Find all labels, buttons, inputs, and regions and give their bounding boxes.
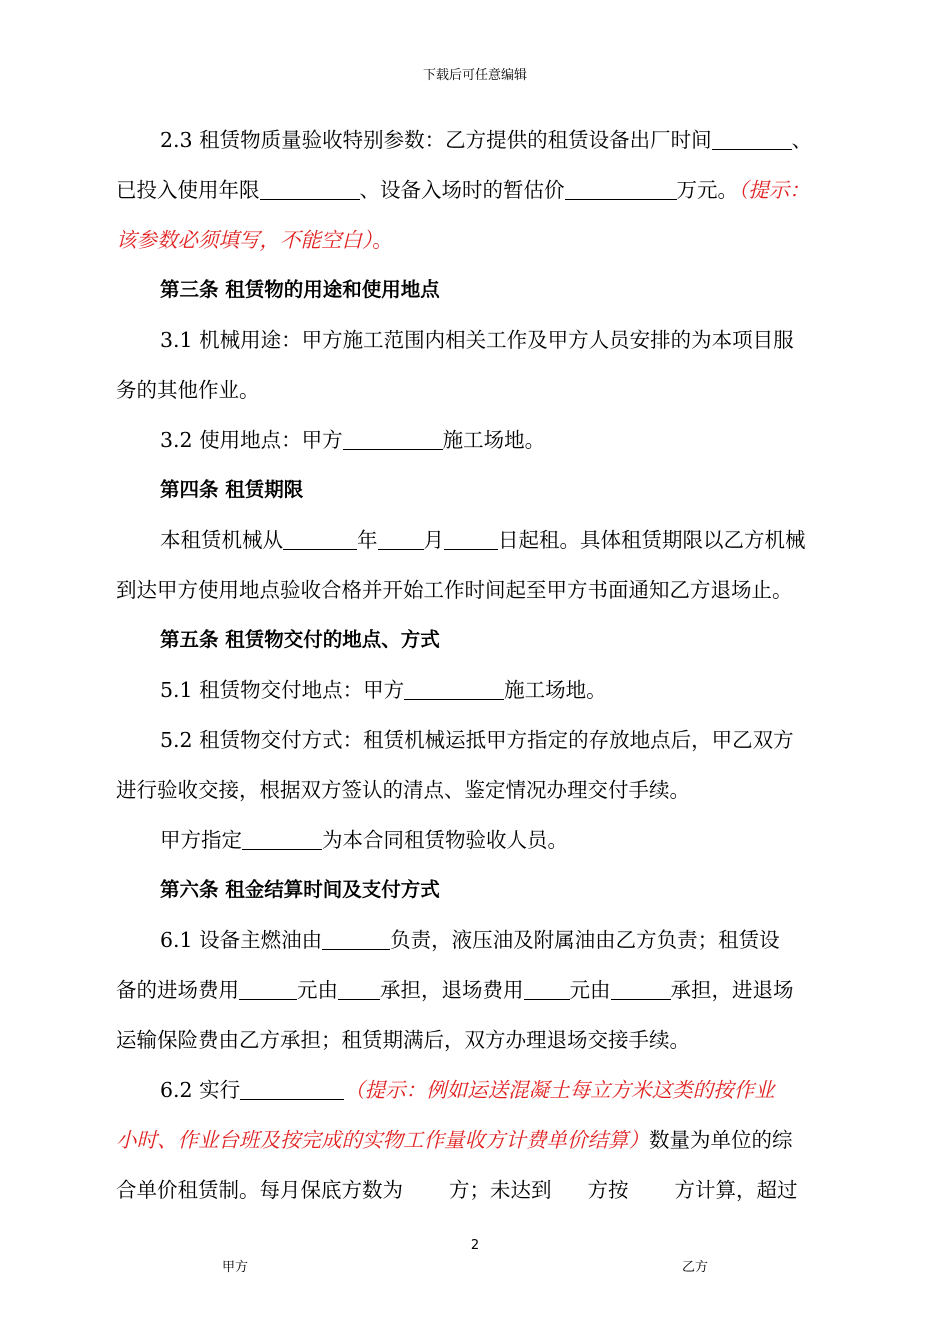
blank-field[interactable] [404, 679, 504, 700]
blank-field[interactable] [283, 529, 357, 550]
clause-5-1: 5.1 租赁物交付地点：甲方 施工场地。 [160, 678, 607, 702]
hint-text: （提示： [738, 178, 810, 202]
clause-5-2-line-2: 进行验收交接，根据双方签认的清点、鉴定情况办理交付手续。 [116, 778, 690, 802]
blank-field[interactable] [239, 979, 297, 1000]
clause-2-3-line-1: 2.3 租赁物质量验收特别参数：乙方提供的租赁设备出厂时间 、 [160, 128, 813, 152]
clause-3-1-line-1: 3.1 机械用途：甲方施工范围内相关工作及甲方人员安排的为本项目服 [160, 328, 794, 352]
blank-field[interactable] [524, 979, 570, 1000]
page-number: 2 [470, 1238, 480, 1253]
blank-field[interactable] [565, 179, 677, 200]
clause-6-2-line-1: 6.2 实行 （提示：例如运送混凝土每立方米这类的按作业 [160, 1078, 775, 1102]
clause-6-1-line-3: 运输保险费由乙方承担；租赁期满后，双方办理退场交接手续。 [116, 1028, 690, 1052]
clause-6-2-line-2: 小时、作业台班及按完成的实物工作量收方计费单价结算）数量为单位的综 [116, 1128, 793, 1152]
article-5-title: 第五条 租赁物交付的地点、方式 [160, 628, 440, 651]
clause-2-3-line-3: 该参数必须填写，不能空白）。 [116, 228, 393, 252]
blank-field[interactable] [240, 1079, 344, 1100]
article-4-line-1: 本租赁机械从 年 月 日起租。具体租赁期限以乙方机械 [160, 528, 806, 552]
footer-party-b: 乙方 [682, 1260, 709, 1275]
blank-field[interactable] [322, 929, 390, 950]
clause-3-2: 3.2 使用地点：甲方 施工场地。 [160, 428, 546, 452]
blank-field[interactable] [242, 829, 322, 850]
clause-5-3: 甲方指定 为本合同租赁物验收人员。 [160, 828, 568, 852]
article-6-title: 第六条 租金结算时间及支付方式 [160, 878, 440, 901]
clause-6-1-line-2: 备的进场费用 元由 承担，退场费用 元由 承担，进退场 [116, 978, 794, 1002]
page-header: 下载后可任意编辑 [422, 68, 527, 83]
blank-field[interactable] [611, 979, 671, 1000]
blank-field[interactable] [444, 529, 498, 550]
blank-field[interactable] [260, 179, 360, 200]
article-3-title: 第三条 租赁物的用途和使用地点 [160, 278, 440, 301]
clause-6-1-line-1: 6.1 设备主燃油由 负责，液压油及附属油由乙方负责；租赁设 [160, 928, 780, 952]
clause-5-2-line-1: 5.2 租赁物交付方式：租赁机械运抵甲方指定的存放地点后，甲乙双方 [160, 728, 794, 752]
article-4-line-2: 到达甲方使用地点验收合格并开始工作时间起至甲方书面通知乙方退场止。 [116, 578, 793, 602]
clause-2-3-line-2: 已投入使用年限 、设备入场时的暂估价 万元。（提示： [116, 178, 810, 202]
clause-3-1-line-2: 务的其他作业。 [116, 378, 260, 402]
hint-text: （提示：例如运送混凝土每立方米这类的按作业 [344, 1078, 775, 1102]
blank-field[interactable] [378, 529, 424, 550]
clause-6-2-line-3: 合单价租赁制。每月保底方数为 方；未达到 方按 方计算，超过 [116, 1178, 798, 1202]
article-4-title: 第四条 租赁期限 [160, 478, 304, 501]
blank-field[interactable] [338, 979, 380, 1000]
hint-text: 小时、作业台班及按完成的实物工作量收方计费单价结算） [116, 1128, 649, 1152]
blank-field[interactable] [712, 129, 792, 150]
footer-party-a: 甲方 [222, 1260, 249, 1275]
blank-field[interactable] [343, 429, 443, 450]
hint-text: 该参数必须填写，不能空白） [116, 228, 373, 252]
